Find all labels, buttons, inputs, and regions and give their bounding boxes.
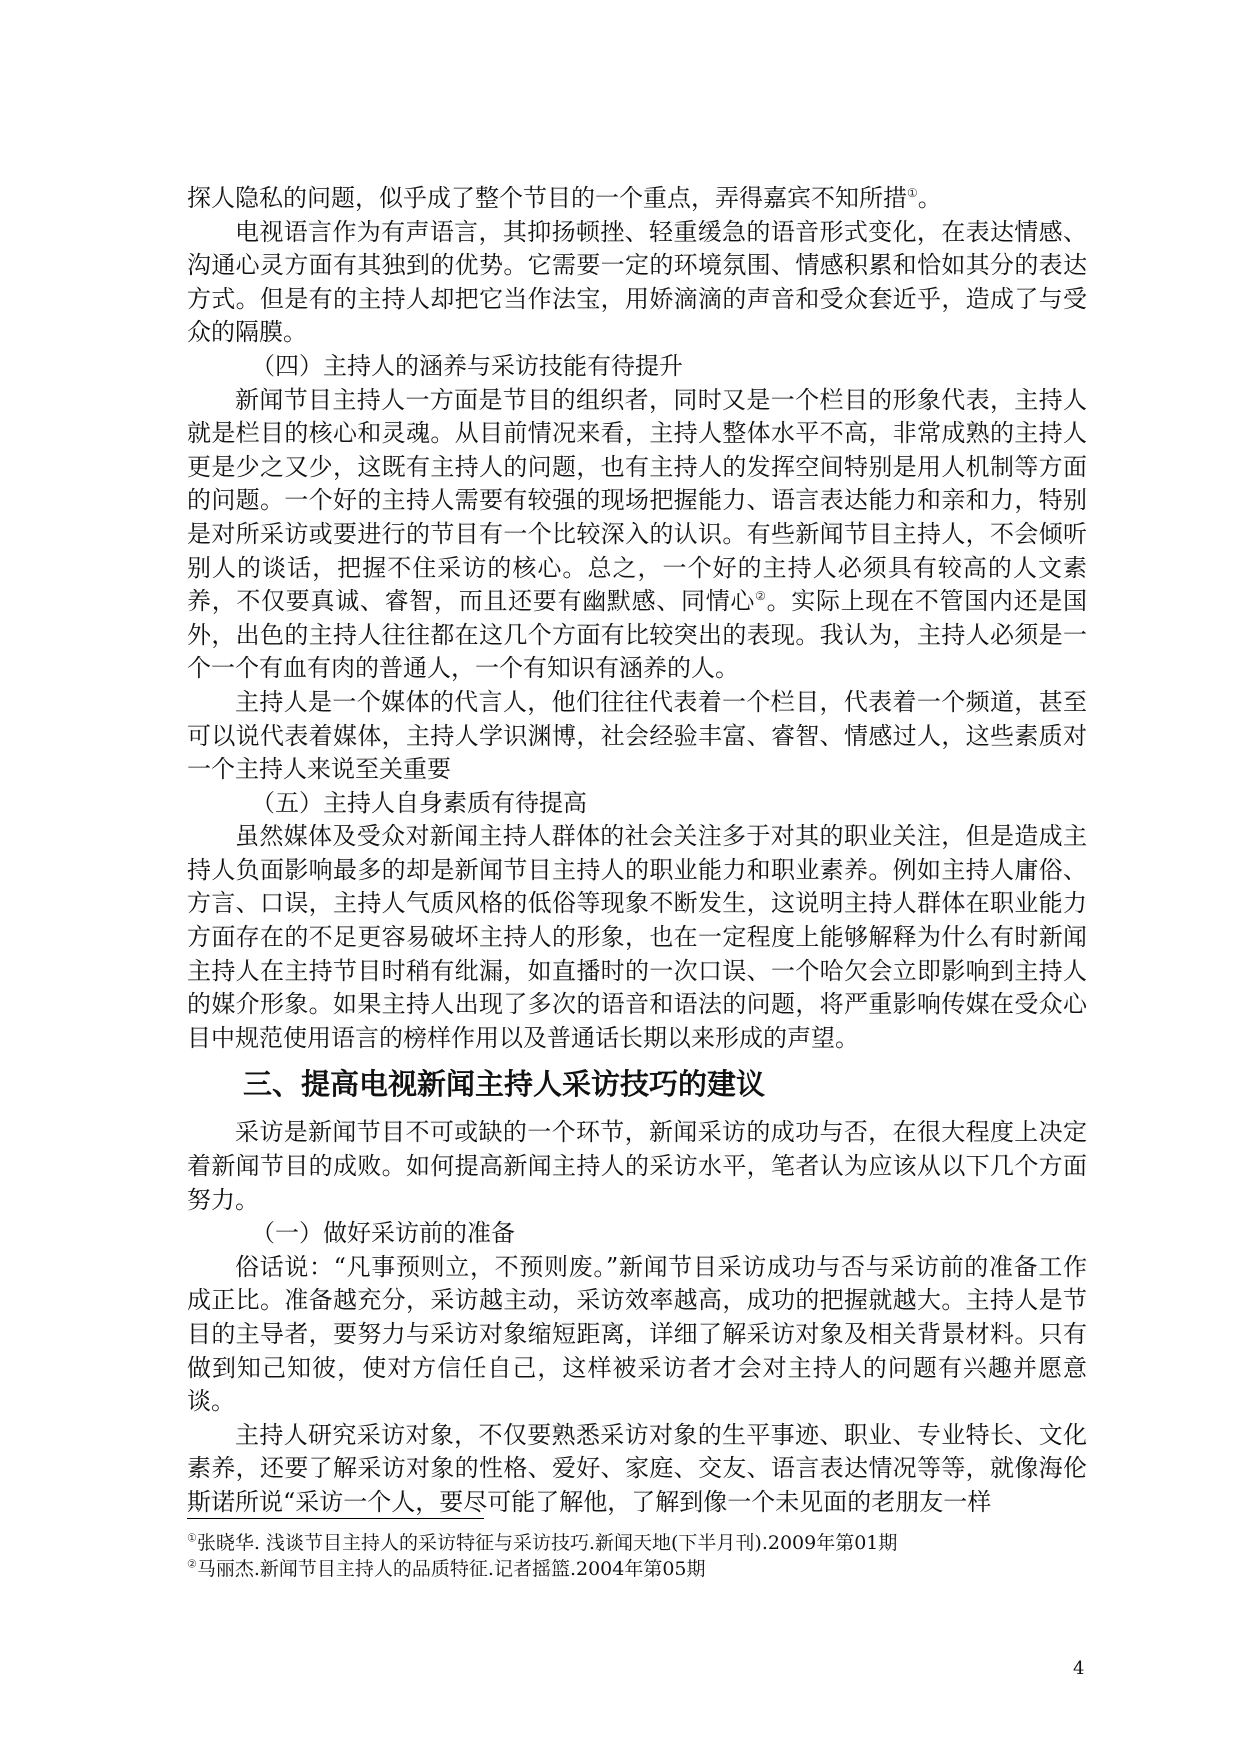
paragraph: 主持人是一个媒体的代言人，他们往往代表着一个栏目，代表着一个频道，甚至可以说代表着媒体，主持人学识渊博，社会经验丰富、睿智、情感过人，这些素质对一个主持人来说至关重要 (187, 687, 1087, 784)
subsection-heading-4: （四）主持人的涵养与采访技能有待提升 (251, 351, 683, 380)
paragraph: 主持人研究采访对象，不仅要熟悉采访对象的生平事迹、职业、专业特长、文化素养，还要了解采访对象的性格、爱好、家庭、交友、语言表达情况等等，就像海伦斯诺所说“采访一个人，要尽可能了解他，了解到像一个未见面的老朋友一样 (187, 1420, 1087, 1516)
footnote-2: ②马丽杰.新闻节目主持人的品质特征.记者摇篮.2004年第05期 (187, 1557, 706, 1580)
footnote-1: ①张晓华. 浅谈节目主持人的采访特征与采访技巧.新闻天地(下半月刊).2009年第01期 (187, 1531, 898, 1554)
paragraph: 新闻节目主持人一方面是节目的组织者，同时又是一个栏目的形象代表，主持人就是栏目的核心和灵魂。从目前情况来看，主持人整体水平不高，非常成熟的主持人更是少之又少，这既有主持人的问题，也有主持人的发挥空间特别是用人机制等方面的问题。一个好的主持人需要有较强的现场把握能力、语言表达能力和亲和力，特别是对所采访或要进行的节目有一个比较深入的认识。有些新闻节目主持人，不会倾听别人的谈话，把握不住采访的核心。总之，一个好的主持人必须具有较高的人文素养，不仅要真诚、睿智，而且还要有幽默感、同情心②。实际上现在不管国内还是国外，出色的主持人往往都在这几个方面有比较突出的表现。我认为，主持人必须是一个一个有血有肉的普通人，一个有知识有涵养的人。 (187, 385, 1088, 683)
footnote-ref[interactable]: ① (907, 186, 918, 200)
paragraph: 电视语言作为有声语言，其抑扬顿挫、轻重缓急的语音形式变化，在表达情感、沟通心灵方面有其独到的优势。它需要一定的环境氛围、情感积累和恰如其分的表达方式。但是有的主持人却把它当作法宝，用娇滴滴的声音和受众套近乎，造成了与受众的隔膜。 (187, 217, 1087, 347)
section-heading: 三、提高电视新闻主持人采访技巧的建议 (243, 1067, 766, 1102)
footnote-ref[interactable]: ② (755, 589, 767, 604)
page-number: 4 (1073, 1658, 1085, 1679)
subsection-heading-1: （一）做好采访前的准备 (251, 1219, 515, 1248)
paragraph: 俗话说：“凡事预则立，不预则废。”新闻节目采访成功与否与采访前的准备工作成正比。准备越充分，采访越主动，采访效率越高，成功的把握就越大。主持人是节目的主导者，要努力与采访对象缩短距离，详细了解采访对象及相关背景材料。只有做到知己知彼，使对方信任自己，这样被采访者才会对主持人的问题有兴趣并愿意谈。 (187, 1252, 1087, 1416)
subsection-heading-5: （五）主持人自身素质有待提高 (251, 788, 587, 817)
footnotes (187, 1530, 1087, 1582)
paragraph: 虽然媒体及受众对新闻主持人群体的社会关注多于对其的职业关注，但是造成主持人负面影响最多的却是新闻节目主持人的职业能力和职业素养。例如主持人庸俗、方言、口误，主持人气质风格的低俗等现象不断发生，这说明主持人群体在职业能力方面存在的不足更容易破坏主持人的形象，也在一定程度上能够解释为什么有时新闻主持人在主持节目时稍有纰漏，如直播时的一次口误、一个哈欠会立即影响到主持人的媒介形象。如果主持人出现了多次的语音和语法的问题，将严重影响传媒在受众心目中规范使用语言的榜样作用以及普通话长期以来形成的声望。 (187, 822, 1087, 1052)
paragraph: 采访是新闻节目不可或缺的一个环节，新闻采访的成功与否，在很大程度上决定着新闻节目的成败。如何提高新闻主持人的采访水平，笔者认为应该从以下几个方面努力。 (187, 1118, 1087, 1214)
body-text (187, 182, 1087, 1520)
footnote-divider (187, 1518, 484, 1519)
paragraph: 探人隐私的问题，似乎成了整个节目的一个重点，弄得嘉宾不知所措①。 (187, 184, 942, 212)
